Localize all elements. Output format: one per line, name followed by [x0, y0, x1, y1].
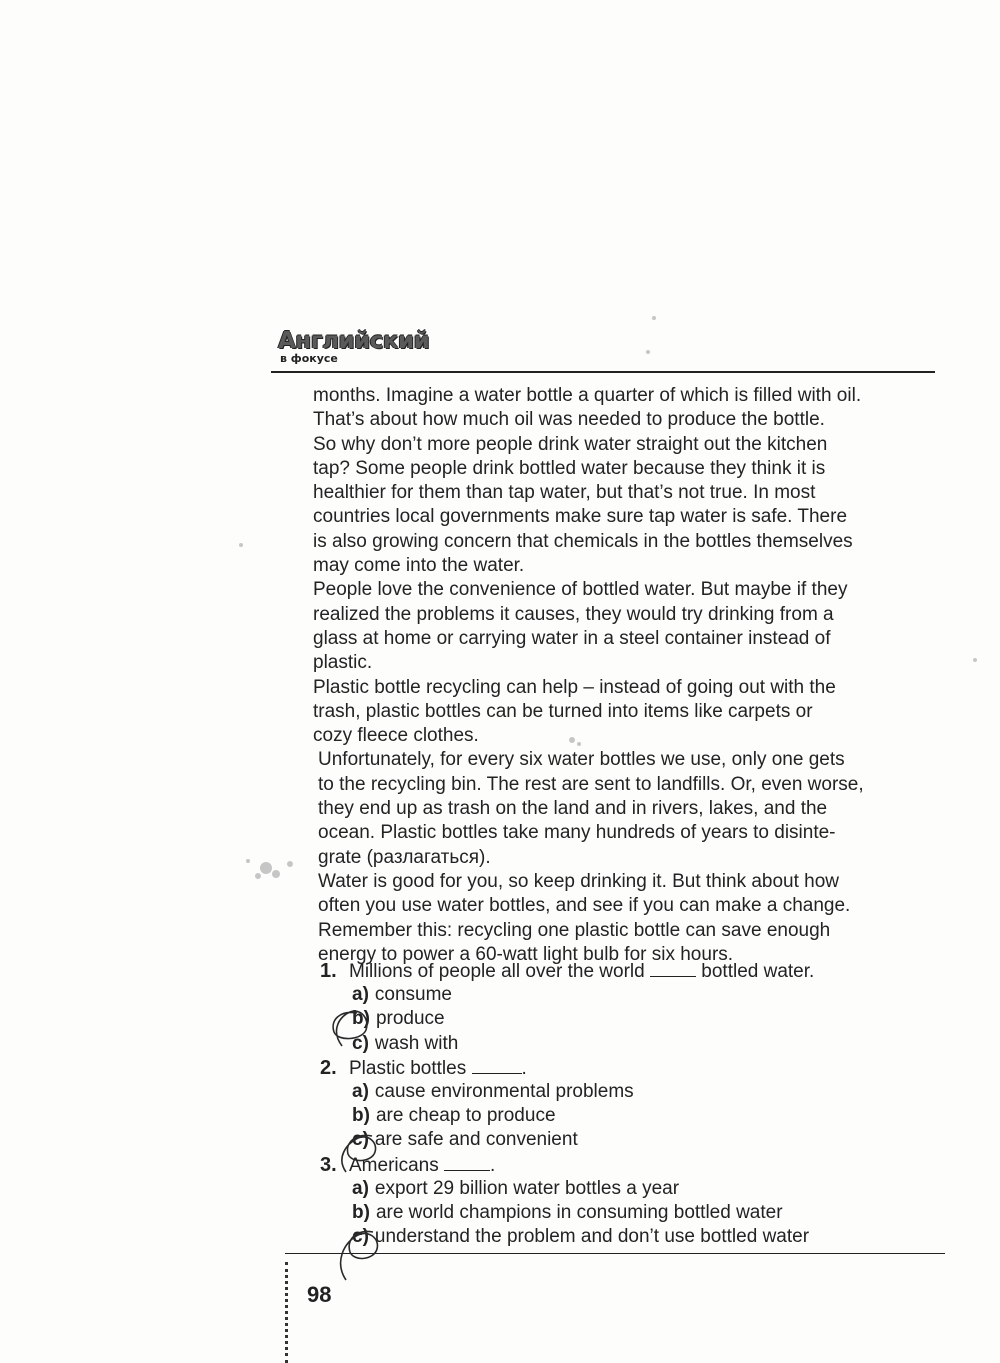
text-line: Unfortunately, for every six water bottles we use, only one gets [318, 749, 845, 771]
text-line: ocean. Plastic bottles take many hundreds of years to disinte- [318, 822, 836, 844]
option-text: cause environmental problems [374, 1080, 634, 1102]
answer-option [320, 1225, 940, 1249]
header-rule [271, 371, 935, 373]
question-stem [320, 1153, 940, 1177]
text-line: Remember this: recycling one plastic bottle can save enough [318, 919, 831, 941]
option-letter: a) [352, 984, 369, 1006]
answer-blank [472, 1057, 522, 1074]
text-line: is also growing concern that chemicals in the bottles themselves [313, 530, 853, 552]
text-line: energy to power a 60-watt light bulb for six hours. [318, 943, 734, 965]
option-text: consume [374, 984, 453, 1006]
logo-subtitle: в фокусе [280, 352, 338, 365]
text-line: plastic. [313, 652, 373, 674]
answer-option [320, 1032, 940, 1056]
option-text: are world champions in consuming bottled water [375, 1201, 783, 1223]
option-letter: b) [352, 1201, 370, 1223]
answer-blank [650, 960, 696, 977]
text-line: So why don’t more people drink water straight out the kitchen [313, 433, 828, 455]
page-number: 98 [307, 1282, 332, 1307]
question-text-end: . [490, 1154, 496, 1176]
option-letter: b) [352, 1105, 370, 1127]
option-text: wash with [374, 1032, 459, 1054]
option-letter: b) [352, 1008, 370, 1030]
option-letter: a) [352, 1177, 369, 1199]
question-number: 3. [320, 1153, 337, 1176]
text-line: months. Imagine a water bottle a quarter of which is filled with oil. [313, 385, 862, 406]
reading-text [313, 384, 953, 967]
footer-rule [285, 1253, 945, 1254]
logo-title: Английский [278, 328, 430, 354]
series-logo [278, 328, 430, 368]
text-line: grate (разлагаться). [318, 846, 491, 868]
option-text: are safe and convenient [374, 1129, 578, 1151]
option-text: produce [375, 1008, 445, 1030]
text-line: glass at home or carrying water in a steel container instead of [313, 627, 831, 649]
option-letter: a) [352, 1080, 369, 1102]
text-line: healthier for them than tap water, but that’s not true. In most [313, 482, 816, 504]
question-number: 2. [320, 1056, 337, 1079]
text-line: may come into the water. [313, 555, 525, 577]
question-number: 1. [320, 960, 337, 982]
text-line: countries local governments make sure tap water is safe. There [313, 506, 848, 528]
text-line: Water is good for you, so keep drinking it. But think about how [318, 870, 840, 892]
text-line: trash, plastic bottles can be turned into items like carpets or [313, 700, 813, 722]
answer-option [320, 983, 940, 1007]
question-list [320, 959, 940, 1249]
answer-option [320, 1104, 940, 1128]
option-text: are cheap to produce [375, 1105, 556, 1127]
question-text: Plastic bottles [349, 1057, 467, 1079]
answer-option [320, 1080, 940, 1104]
option-letter: c) [352, 1129, 369, 1151]
text-line: cozy fleece clothes. [313, 725, 479, 747]
question-stem [320, 959, 940, 983]
option-text: understand the problem and don’t use bottled water [374, 1226, 810, 1248]
option-letter: c) [352, 1032, 369, 1054]
text-line: they end up as trash on the land and in rivers, lakes, and the [318, 798, 828, 820]
margin-dotted-line [285, 1262, 288, 1363]
question-text: Millions of people all over the world [349, 961, 645, 982]
text-line: That’s about how much oil was needed to produce the bottle. [313, 409, 825, 431]
text-line: to the recycling bin. The rest are sent to landfills. Or, even worse, [318, 773, 864, 795]
text-line: People love the convenience of bottled water. But maybe if they [313, 579, 848, 601]
question-text-end: bottled water. [696, 961, 815, 982]
text-line: tap? Some people drink bottled water because they think it is [313, 457, 826, 479]
option-text: export 29 billion water bottles a year [374, 1177, 680, 1199]
question-stem [320, 1056, 940, 1080]
answer-option [320, 1128, 940, 1152]
answer-blank [444, 1154, 490, 1171]
answer-option [320, 1007, 940, 1031]
option-letter: c) [352, 1226, 369, 1248]
text-line: Plastic bottle recycling can help – instead of going out with the [313, 676, 836, 698]
answer-option [320, 1201, 940, 1225]
question-text-end: . [521, 1057, 527, 1079]
text-line: realized the problems it causes, they would try drinking from a [313, 603, 834, 625]
text-line: often you use water bottles, and see if you can make a change. [318, 895, 851, 917]
question-text: Americans [349, 1154, 439, 1176]
answer-option [320, 1177, 940, 1201]
